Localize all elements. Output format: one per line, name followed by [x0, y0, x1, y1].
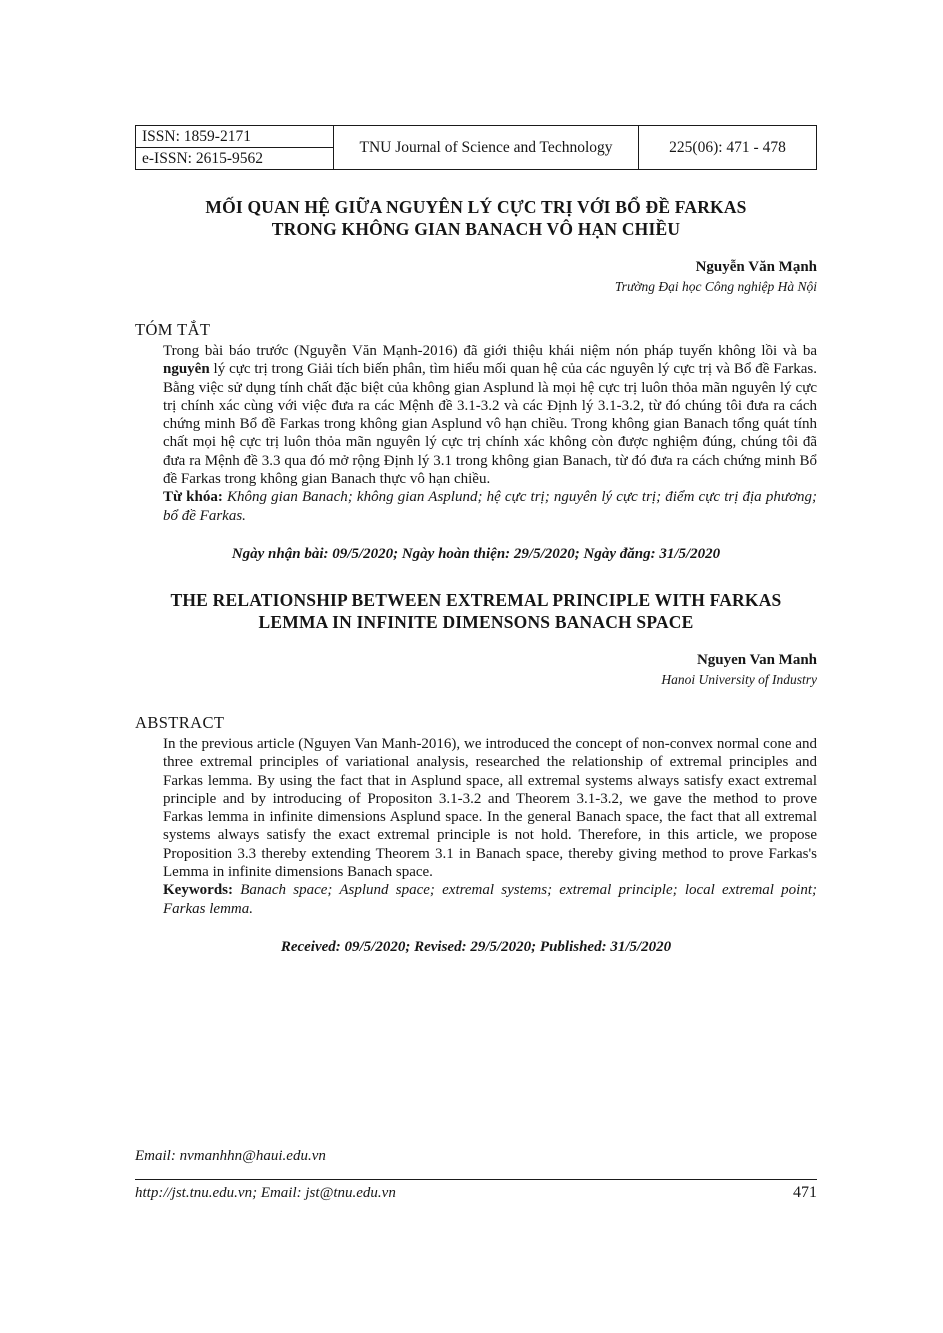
issue-pages-cell: 225(06): 471 - 478	[639, 126, 817, 170]
vietnamese-abstract-segment-2: lý cực trị trong Giải tích biến phân, tìm hiểu mối quan hệ của các nguyên lý cực trị và Bổ đề Farkas. Bằng việc sử dụng tính chất đặc biệt của không gian Asplund là mọi hệ cực trị luôn thỏa mãn nguyên lý cực trị chính xác cùng với việc đưa ra các Mệnh đề 3.1-3.2 và các Định lý 3.1-3.2, từ đó chúng tôi đưa ra cách chứng minh Bổ đề Farkas trong không gian Asplund vô hạn chiều. Trong không gian Banach tổng quát tính chất mọi hệ cực trị luôn thỏa mãn nguyên lý cực trị chính xác không còn được nghiệm đúng, chúng tôi đã đưa ra Mệnh đề 3.3 qua đó mở rộng Định lý 3.1 trong không gian Banach, từ đó đưa ra cách chứng minh Bổ đề Farkas trong không gian Banach thực vô hạn chiều.	[163, 361, 817, 488]
english-author-name: Nguyen Van Manh	[696, 651, 817, 668]
english-keywords-line	[163, 881, 817, 918]
english-keywords-text: Banach space; Asplund space; extremal systems; extremal principle; local extremal point; Farkas lemma.	[163, 882, 818, 917]
english-author-affiliation: Hanoi University of Industry	[661, 671, 817, 687]
vietnamese-title-line-1: MỐI QUAN HỆ GIỮA NGUYÊN LÝ CỰC TRỊ VỚI BỔ ĐỀ FARKAS	[205, 197, 747, 217]
english-keywords-label: Keywords:	[163, 882, 233, 899]
vietnamese-title	[135, 196, 817, 240]
vietnamese-author-block	[135, 258, 817, 296]
english-title-line-2: LEMMA IN INFINITE DIMENSONS BANACH SPACE	[258, 611, 694, 632]
vietnamese-abstract-paragraph	[163, 342, 817, 488]
english-title-line-1: THE RELATIONSHIP BETWEEN EXTREMAL PRINCIPLE WITH FARKAS	[170, 589, 782, 610]
journal-header-table	[135, 125, 817, 170]
vietnamese-author-name: Nguyễn Văn Mạnh	[695, 259, 817, 275]
vietnamese-abstract-bold-word: nguyên	[163, 361, 210, 378]
footer-row	[135, 1184, 817, 1202]
issn-cell: ISSN: 1859-2171	[136, 126, 334, 148]
page-footer	[135, 1148, 817, 1202]
english-abstract-paragraph: In the previous article (Nguyen Van Manh-2016), we introduced the concept of non-convex normal cone and three extremal principles of variational analysis, researched the relationship of extremal principles and Farkas lemma. By using the fact that in Asplund space, all extremal systems always satisfy exact extremal principle and by introducing of Propositon 3.1-3.2 and Theorem 3.1-3.2, we gave the method to prove Farkas lemma in infinite dimensions Asplund space. In the general Banach space, the fact that all extremal systems always satisfy the exact extremal principle is not hold. Therefore, in this article, we propose Proposition 3.3 thereby extending Theorem 3.1 in Banach space, thereby giving method to prove Farkas's Lemma in infinite dimensions Banach space.	[163, 735, 817, 881]
vietnamese-keywords-line	[163, 488, 817, 525]
vietnamese-keywords-label: Từ khóa:	[163, 489, 223, 506]
vietnamese-keywords-text: Không gian Banach; không gian Asplund; hệ cực trị; nguyên lý cực trị; điểm cực trị địa phương; bổ đề Farkas.	[163, 489, 818, 524]
page-content	[135, 0, 817, 956]
english-dates-line: Received: 09/5/2020; Revised: 29/5/2020; Published: 31/5/2020	[280, 938, 672, 955]
page-number: 471	[793, 1184, 817, 1201]
vietnamese-author-affiliation: Trường Đại học Công nghiệp Hà Nội	[614, 279, 817, 294]
vietnamese-title-line-2: TRONG KHÔNG GIAN BANACH VÔ HẠN CHIỀU	[271, 219, 681, 239]
vietnamese-abstract-segment-1: Trong bài báo trước (Nguyễn Văn Mạnh-2016) đã giới thiệu khái niệm nón pháp tuyến không lồi và ba	[163, 343, 817, 359]
author-email-note: Email: nvmanhhn@haui.edu.vn	[135, 1148, 326, 1164]
english-abstract-heading: ABSTRACT	[135, 712, 225, 732]
english-author-block	[135, 651, 817, 689]
vietnamese-dates-line: Ngày nhận bài: 09/5/2020; Ngày hoàn thiện: 29/5/2020; Ngày đăng: 31/5/2020	[231, 545, 721, 562]
english-title	[135, 589, 817, 633]
journal-contact-text: http://jst.tnu.edu.vn; Email: jst@tnu.edu.vn	[135, 1185, 396, 1201]
vietnamese-abstract-heading: TÓM TẮT	[135, 320, 211, 339]
eissn-cell: e-ISSN: 2615-9562	[136, 148, 334, 170]
journal-name-cell: TNU Journal of Science and Technology	[334, 126, 639, 170]
footer-divider	[135, 1179, 817, 1180]
